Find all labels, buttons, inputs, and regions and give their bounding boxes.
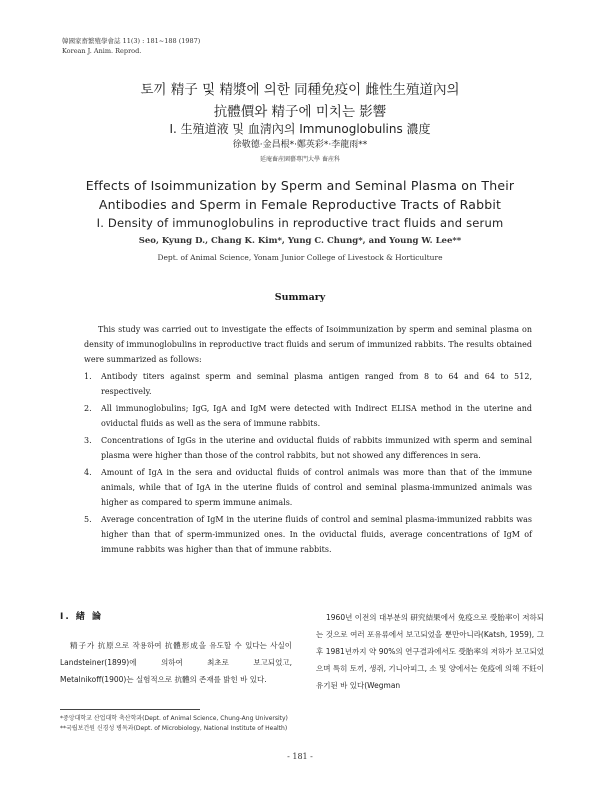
body-left-column xyxy=(60,609,292,688)
item-number: 5. xyxy=(84,515,92,524)
journal-name-korean: 韓國家畜繁殖學會誌 11(3) : 181~188 (1987) xyxy=(62,37,201,45)
footnotes xyxy=(60,714,540,734)
summary-body xyxy=(84,322,532,557)
korean-affiliation: 延庵畜産園藝專門大學 畜産科 xyxy=(260,156,340,163)
right-paragraph: 1960년 이전의 대부분의 研究結果에서 免疫으로 受胎率이 저하되는 것으로 여러 포유류에서 보고되었을 뿐만아니라(Katsh, 1959), 그 후 1981년까지 약 90%의 연구결과에서도 受胎率의 저하가 보고되었으며 특히 토끼, 생쥐, 기니아피그, 소 및 양에서는 免疫에 의해 不妊이 유기된 바 있다(Wegman xyxy=(316,613,544,690)
item-text: Antibody titers against sperm and seminal plasma antigen ranged from 8 to 64 and 64 to 512, respectively. xyxy=(101,372,532,396)
korean-authors: 徐敬德·金昌根*·鄭英彩*·李龍雨** xyxy=(232,140,368,150)
summary-item xyxy=(84,465,532,510)
korean-title-line-1: 토끼 精子 및 精漿에 의한 同種免疫이 雌性生殖道內의 xyxy=(140,82,460,98)
item-number: 1. xyxy=(84,372,92,381)
summary-item xyxy=(84,433,532,463)
english-subtitle: I. Density of immunoglobulins in reproductive tract fluids and serum xyxy=(96,216,504,230)
summary-intro: This study was carried out to investigate the effects of Isoimmunization by sperm and seminal plasma on density of immunoglobulins in reproductive tract fluids and serum of immunized rabbits. The results obtained were summarized as follows: xyxy=(84,325,532,364)
english-authors: Seo, Kyung D., Chang K. Kim*, Yung C. Chung*, and Young W. Lee** xyxy=(138,236,462,246)
english-title-line-1: Effects of Isoimmunization by Sperm and Seminal Plasma on Their xyxy=(85,178,515,193)
item-number: 3. xyxy=(84,436,92,445)
item-text: Average concentration of IgM in the uterine fluids of control and seminal plasma-immunized rabbits was higher than that of sperm-immunized ones. In the oviductal fluids, average concentrations of IgM of immune rabbits was higher than that of immune rabbits. xyxy=(101,515,532,554)
korean-subtitle: I. 生殖道液 및 血淸內의 Immunoglobulins 濃度 xyxy=(169,122,431,136)
footnote-1: *중앙대학교 산업대학 축산학과(Dept. of Animal Science, Chung-Ang University) xyxy=(60,715,288,722)
summary-item xyxy=(84,401,532,431)
item-text: Concentrations of IgGs in the uterine and oviductal fluids of rabbits immunized with sperm and seminal plasma were higher than those of the control rabbits, but not showed any differences in sera. xyxy=(101,436,532,460)
journal-header xyxy=(62,36,200,56)
english-affiliation: Dept. of Animal Science, Yonam Junior College of Livestock & Horticulture xyxy=(157,253,443,262)
page-number: - 181 - xyxy=(287,752,313,761)
item-number: 4. xyxy=(84,468,92,477)
left-paragraph: 精子가 抗原으로 작용하여 抗體形成을 유도할 수 있다는 사실이 Landsteiner(1899)에 의하여 최초로 보고되었고, Metalnikoff(1900)는 실험적으로 抗體의 존재를 밝힌 바 있다. xyxy=(60,641,292,684)
summary-heading: Summary xyxy=(274,292,326,303)
summary-item xyxy=(84,512,532,557)
body-right-column xyxy=(316,609,544,694)
item-text: Amount of IgA in the sera and oviductal fluids of control animals was more than that of the immune animals, while that of IgA in the uterine fluids of control and seminal plasma-immunized animals was higher as compared to sperm immune animals. xyxy=(101,468,532,507)
footnote-2: **국립보건원 신경성 병독과(Dept. of Microbiology, National Institute of Health) xyxy=(60,725,288,732)
english-title-line-2: Antibodies and Sperm in Female Reproductive Tracts of Rabbit xyxy=(98,197,502,212)
section-heading-introduction: I. 緖 論 xyxy=(60,612,104,622)
item-number: 2. xyxy=(84,404,92,413)
journal-name-english: Korean J. Anim. Reprod. xyxy=(62,47,142,55)
footnote-rule xyxy=(60,709,200,710)
summary-list xyxy=(84,369,532,557)
korean-title-line-2: 抗體價와 精子에 미치는 影響 xyxy=(213,104,387,120)
summary-item xyxy=(84,369,532,399)
item-text: All immunoglobulins; IgG, IgA and IgM were detected with Indirect ELISA method in the uterine and oviductal fluids as well as the sera of immune rabbits. xyxy=(101,404,532,428)
